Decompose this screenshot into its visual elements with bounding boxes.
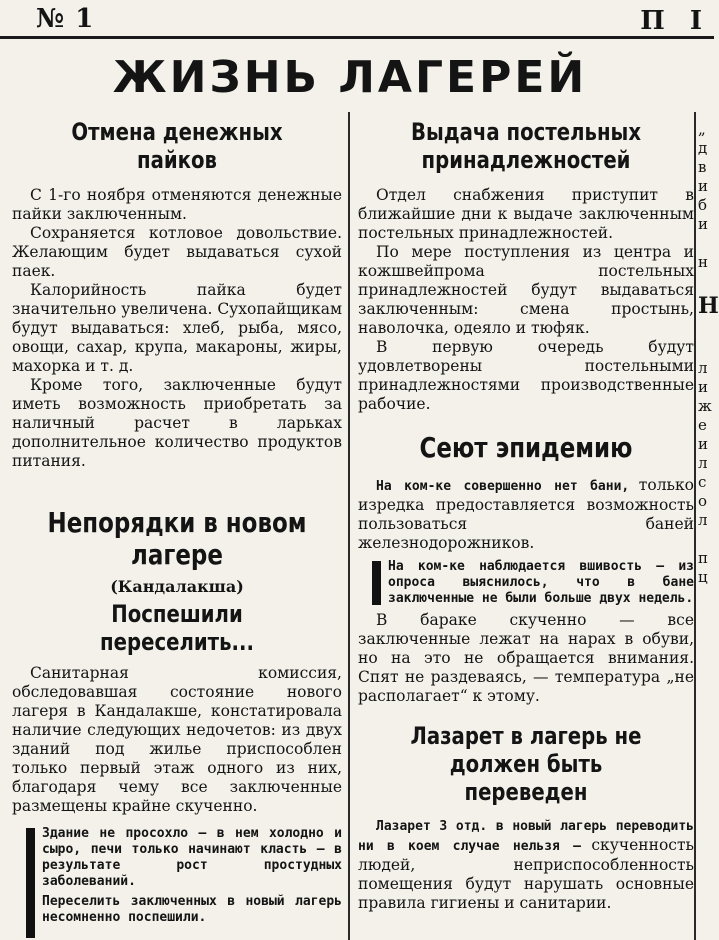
article-place: (Кандалакша) xyxy=(110,577,244,596)
article-title-hospital: Лазарет в лагерь не должен быть переведен xyxy=(410,722,642,806)
paragraph xyxy=(358,816,694,913)
article-title-epidemic: Сеют эпидемию xyxy=(419,431,633,464)
fragment: в xyxy=(698,158,707,176)
fragment: л xyxy=(698,511,708,529)
paragraph: По мере поступления из центра и кожшвейпрома постельных принадлежностей будут выдаваться заключенным: смена простынь, наволочка, одеяло и тюфяк. xyxy=(358,243,694,337)
section-headline: ЖИЗНЬ ЛАГЕРЕЙ xyxy=(112,52,588,103)
fragment xyxy=(698,321,714,340)
fragment: и xyxy=(698,177,708,195)
paragraph: Кроме того, заключенные будут иметь возможность приобретать за наличный расчет в ларьках дополнительное количество продуктов питания. xyxy=(12,376,342,470)
paragraph xyxy=(358,476,694,553)
fragment: л xyxy=(698,359,708,377)
article-title-rations: Отмена денежных пайков xyxy=(71,118,283,174)
paragraph: В первую очередь будут удовлетворены постельными принадлежностями производственные рабочие. xyxy=(358,338,694,413)
fragment: л xyxy=(698,454,708,472)
boxed-note xyxy=(358,559,694,607)
column-left xyxy=(12,112,342,926)
fragment: б xyxy=(698,196,708,214)
fragment xyxy=(698,272,714,291)
fragment: с xyxy=(698,473,707,491)
paragraph: Отдел снабжения приступит в ближайшие дни к выдаче заключенным постельных принадлежностей. xyxy=(358,186,694,242)
fragment: п xyxy=(698,549,708,567)
column-middle xyxy=(358,112,694,913)
note-text: На ком-ке наблюдается вшивость — из опроса выяснилось, что в бане заключенные не были больше двух недель. xyxy=(388,559,694,606)
paragraph-rest: скученность людей, неприспособленность помещения будут нарушать основные правила гигиены и санитарии. xyxy=(358,836,694,912)
column-divider-2 xyxy=(694,112,696,940)
page-mark: П I xyxy=(640,6,710,36)
note-bar xyxy=(372,561,381,605)
note-text: Здание не просохло — в нем холодно и сыро, печи только начинают класть — в результате рост простудных заболеваний. xyxy=(42,826,342,889)
fragment: ц xyxy=(698,568,708,586)
note-bar xyxy=(26,828,35,938)
fragment: и xyxy=(698,215,708,233)
paragraph: Калорийность пайка будет значительно увеличена. Сухопайщикам будут выдаваться: хлеб, рыба, мясо, овощи, сахар, крупа, макароны, жиры, махорка и т. д. xyxy=(12,281,342,375)
paragraph-rest: только изредка предоставляется возможность пользоваться баней железнодорожников. xyxy=(358,476,694,552)
issue-number: № 1 xyxy=(36,4,95,34)
paragraph: Сохраняется котловое довольствие. Желающим будет выдаваться сухой паек. xyxy=(12,224,342,280)
fragment: „ xyxy=(698,120,706,138)
top-rule xyxy=(0,36,714,39)
column-right-cut xyxy=(698,120,719,587)
boxed-note xyxy=(12,826,342,926)
article-title-bedding: Выдача постельных принадлежностей xyxy=(410,118,642,174)
fragment: е xyxy=(698,416,707,434)
paragraph-lead: Лазарет 3 отд. в новый лагерь переводить ни в коем случае нельзя — xyxy=(358,819,694,854)
fragment: Н xyxy=(698,293,719,319)
column-divider-1 xyxy=(348,112,350,940)
fragment xyxy=(698,340,714,359)
article-title-disorder: Непорядки в новом лагере xyxy=(47,506,307,571)
paragraph-lead: На ком-ке совершенно нет бани, xyxy=(376,479,630,494)
fragment xyxy=(698,530,714,549)
fragment: н xyxy=(698,253,708,271)
fragment: ж xyxy=(698,397,712,415)
fragment: д xyxy=(698,139,708,157)
note-text: Переселить заключенных в новый лагерь несомненно поспешили. xyxy=(42,894,342,925)
fragment xyxy=(698,234,714,253)
fragment: и xyxy=(698,378,708,396)
paragraph: Санитарная комиссия, обследовавшая состояние нового лагеря в Кандалакше, констатировала наличие следующих недочетов: из двух зданий под жилье приспособлен только первый этаж одного из них, благодаря чему все заключенные размещены крайне скученно. xyxy=(12,664,342,815)
fragment: и xyxy=(698,435,708,453)
paragraph: В бараке скученно — все заключенные лежат на нарах в обуви, но на это не обращается внимания. Спят не раздеваясь, — температура „не располагает“ к этому. xyxy=(358,611,694,705)
fragment: о xyxy=(698,492,708,510)
paragraph: С 1-го ноября отменяются денежные пайки заключенным. xyxy=(12,186,342,223)
article-subtitle: Поспешили переселить... xyxy=(100,600,254,656)
